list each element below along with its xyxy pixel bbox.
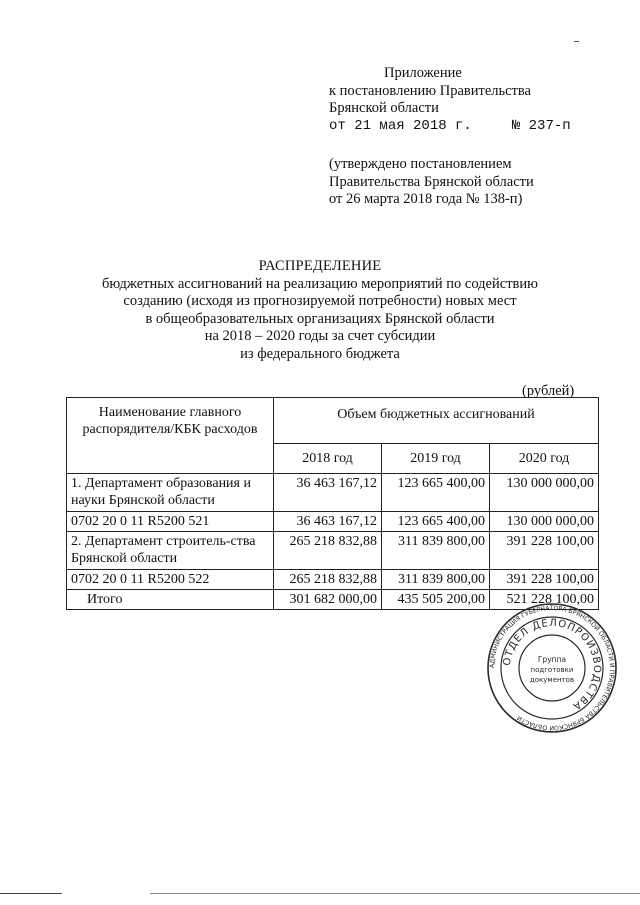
row-name: 0702 20 0 11 R5200 521 <box>67 512 274 532</box>
appendix-date-value: 21 мая 2018 г. <box>354 117 472 134</box>
row-name: 1. Департамент образования и науки Брянской области <box>67 474 274 512</box>
row-value-2018: 36 463 167,12 <box>274 512 382 532</box>
heading-line-5: из федерального бюджета <box>240 345 400 362</box>
row-value-2018: 265 218 832,88 <box>274 532 382 570</box>
total-value-2020: 521 228 100,00 <box>490 590 599 610</box>
row-value-2019: 123 665 400,00 <box>382 474 490 512</box>
appendix-date-row <box>329 118 571 136</box>
heading-title: РАСПРЕДЕЛЕНИЕ <box>258 258 382 274</box>
heading-line-1: бюджетных ассигнований на реализацию мероприятий по содействию <box>102 275 538 292</box>
table-row <box>67 532 599 570</box>
header-year-2018: 2018 год <box>274 444 382 474</box>
row-value-2019: 311 839 800,00 <box>382 532 490 570</box>
row-value-2019: 311 839 800,00 <box>382 570 490 590</box>
header-name: Наименование главного распорядителя/КБК расходов <box>67 398 274 474</box>
official-stamp <box>486 602 618 734</box>
heading-line-2: созданию (исходя из прогнозируемой потребности) новых мест <box>123 293 517 309</box>
header-year-2020: 2020 год <box>490 444 599 474</box>
heading-line-4: на 2018 – 2020 годы за счет субсидии <box>204 328 436 344</box>
total-value-2018: 301 682 000,00 <box>274 590 382 610</box>
table-row <box>67 474 599 512</box>
table-header-row <box>67 398 599 444</box>
row-value-2020: 130 000 000,00 <box>490 474 599 512</box>
footer-rule-right <box>150 893 640 894</box>
approved-block <box>329 156 534 209</box>
row-value-2020: 391 228 100,00 <box>490 570 599 590</box>
table-row <box>67 512 599 532</box>
table-row <box>67 570 599 590</box>
header-volume: Объем бюджетных ассигнований <box>274 398 599 444</box>
document-heading <box>0 258 640 363</box>
row-name: 2. Департамент строитель-ства Брянской области <box>67 532 274 570</box>
appendix-line-1: к постановлению Правительства <box>329 82 531 99</box>
total-value-2019: 435 505 200,00 <box>382 590 490 610</box>
appendix-number: № 237-п <box>511 117 571 134</box>
approved-line-1: (утверждено постановлением <box>329 156 512 172</box>
appendix-block <box>329 65 571 135</box>
row-value-2020: 130 000 000,00 <box>490 512 599 532</box>
stamp-center-line-2: подготовки <box>530 666 574 674</box>
header-year-2019: 2019 год <box>382 444 490 474</box>
heading-line-3: в общеобразовательных организациях Брянской области <box>145 310 495 327</box>
footer-rule-left <box>0 893 62 894</box>
row-value-2018: 36 463 167,12 <box>274 474 382 512</box>
appendix-date-prefix: от <box>329 117 346 134</box>
row-value-2019: 123 665 400,00 <box>382 512 490 532</box>
stamp-center-line-1: Группа <box>537 655 567 664</box>
stamp-inner-text: ОТДЕЛ ДЕЛОПРОИЗВОДСТВА <box>501 617 603 712</box>
total-label: Итого <box>67 590 274 610</box>
stamp-center-line-3: документов <box>529 676 575 684</box>
row-value-2018: 265 218 832,88 <box>274 570 382 590</box>
units-label: (рублей) <box>522 383 575 399</box>
appendix-title: Приложение <box>384 65 462 81</box>
approved-line-2: Правительства Брянской области <box>329 173 534 190</box>
row-name: 0702 20 0 11 R5200 522 <box>67 570 274 590</box>
row-value-2020: 391 228 100,00 <box>490 532 599 570</box>
budget-table <box>66 397 599 610</box>
appendix-line-2: Брянской области <box>329 100 439 116</box>
stamp-outer-text: АДМИНИСТРАЦИЯ ГУБЕРНАТОРА БРЯНСКОЙ ОБЛАСТИ И ПРАВИТЕЛЬСТВА БРЯНСКОЙ ОБЛАСТИ <box>488 604 616 732</box>
approved-line-3: от 26 марта 2018 года № 138-п) <box>329 191 523 207</box>
corner-mark <box>574 41 579 42</box>
